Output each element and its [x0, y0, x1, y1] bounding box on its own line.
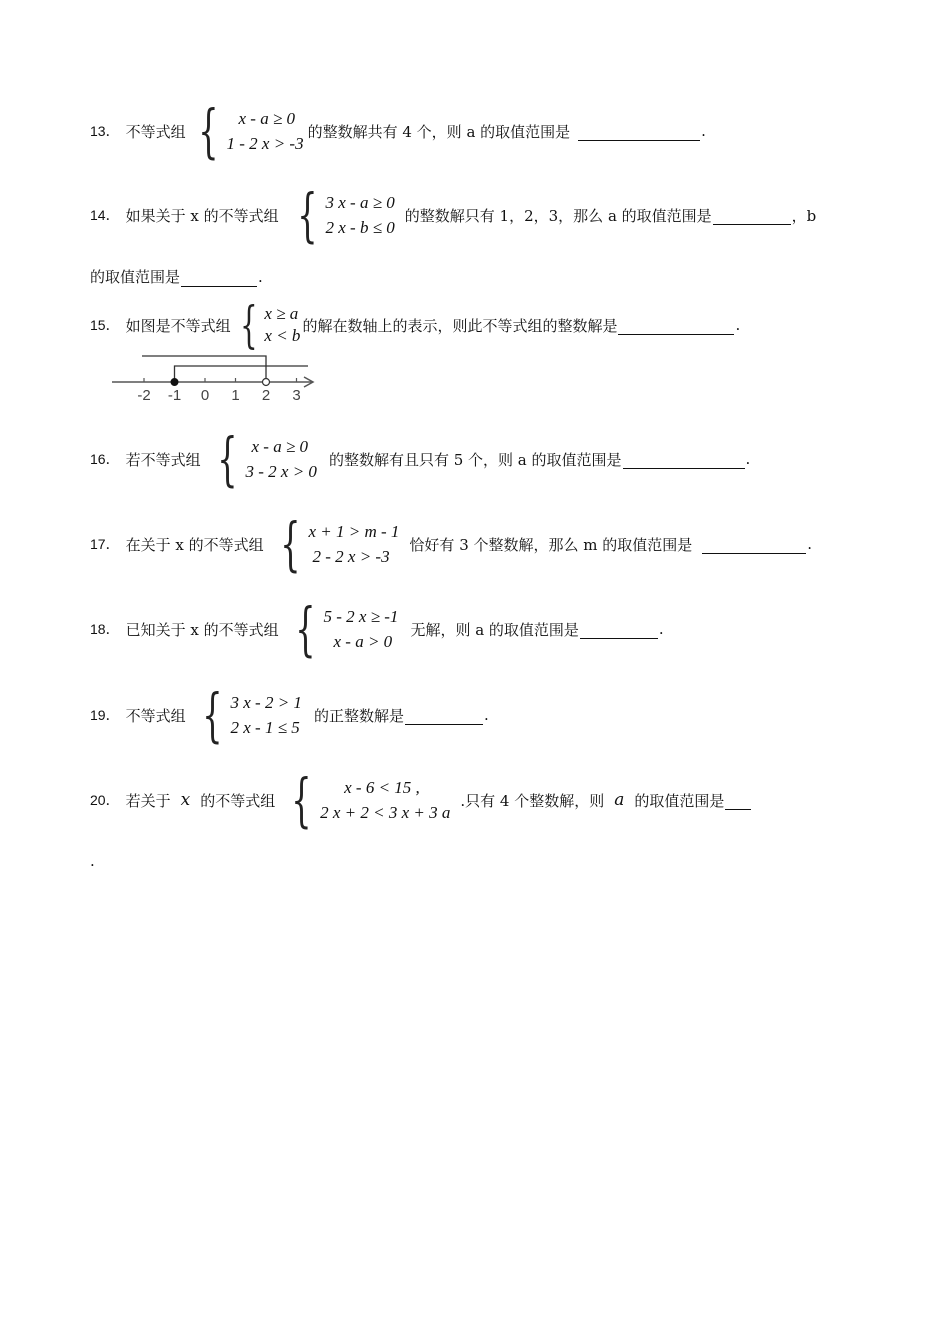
problem-text-after: 的整数解有且只有 5 个，则 a 的取值范围是	[328, 450, 622, 469]
inequality-row-1: x - 6 < 15 ,	[344, 778, 420, 797]
inequality-row-1: x ≥ a	[264, 304, 299, 323]
inequality-row-2: 2 x + 2 < 3 x + 3 a	[320, 803, 451, 822]
sentence-end: .	[658, 620, 664, 638]
problem-text-before: 不等式组	[125, 122, 186, 141]
problem-text-after: 的正整数解是	[313, 706, 404, 725]
left-brace-icon: {	[279, 510, 301, 578]
problem-text-after: 的整数解共有 4 个，则 a 的取值范围是	[307, 122, 571, 141]
answer-blank[interactable]	[702, 535, 806, 554]
problem-17	[90, 510, 813, 578]
problem-text-before: 如果关于 x 的不等式组	[125, 206, 279, 225]
inequality-system	[272, 510, 400, 578]
inequality-row-1: x - a ≥ 0	[238, 109, 296, 128]
sentence-end: .	[90, 852, 95, 870]
problem-text-before: 在关于 x 的不等式组	[125, 535, 264, 554]
inequality-system	[194, 681, 302, 749]
problem-14-continuation	[90, 266, 263, 287]
inequality-row-2: 1 - 2 x > -3	[226, 134, 304, 153]
problem-text-before: 不等式组	[125, 706, 186, 725]
problem-text-before: 如图是不等式组	[125, 316, 231, 335]
inequality-row-1: 5 - 2 x ≥ -1	[323, 607, 399, 626]
left-brace-icon: {	[294, 595, 316, 663]
range-x-ge-a	[175, 366, 309, 382]
problem-text-after-2: 的取值范围是	[634, 791, 725, 810]
problem-number: 14．	[90, 207, 120, 223]
inequality-row-1: 3 x - 2 > 1	[230, 693, 302, 712]
problem-text-before: 若不等式组	[125, 450, 201, 469]
left-brace-icon: {	[296, 181, 318, 249]
problem-text-after: 恰好有 3 个整数解，那么 m 的取值范围是	[409, 535, 693, 554]
closed-point-icon	[171, 379, 178, 386]
range-x-lt-b	[142, 356, 266, 382]
solution-ranges	[142, 356, 308, 386]
answer-blank[interactable]	[405, 706, 483, 725]
problem-20	[90, 766, 752, 834]
inequality-row-1: x - a ≥ 0	[251, 437, 309, 456]
answer-blank-b[interactable]	[181, 268, 257, 287]
problem-13	[90, 97, 706, 165]
answer-blank[interactable]	[580, 620, 658, 639]
problem-text-before: 若关于	[125, 791, 171, 810]
tick-label: 2	[261, 387, 271, 404]
problem-text-before: 已知关于 x 的不等式组	[125, 620, 279, 639]
problem-19	[90, 681, 489, 749]
inequality-system	[289, 181, 395, 249]
left-brace-icon: {	[197, 97, 219, 165]
inequality-system	[233, 296, 301, 354]
answer-blank[interactable]	[618, 316, 734, 335]
problem-number: 16．	[90, 451, 120, 467]
sentence-end: .	[807, 535, 813, 553]
problem-text-line2: 的取值范围是	[90, 268, 181, 286]
tick-label: 3	[292, 387, 301, 404]
problem-20-continuation	[90, 852, 95, 870]
problem-number: 19．	[90, 707, 120, 723]
sentence-end: .	[483, 706, 489, 724]
problem-text-after: 的整数解只有 1，2，3，那么 a 的取值范围是	[404, 206, 712, 225]
number-line-figure	[108, 352, 323, 408]
problem-number: 15．	[90, 317, 120, 333]
problem-14	[90, 181, 817, 249]
problem-number: 17．	[90, 536, 120, 552]
inequality-system	[209, 425, 317, 493]
problem-16	[90, 425, 751, 493]
inequality-row-1: x + 1 > m - 1	[308, 522, 400, 541]
left-brace-icon: {	[291, 766, 312, 834]
inequality-row-2: 3 - 2 x > 0	[245, 462, 317, 481]
problem-text-after: .只有 4 个整数解，则	[460, 791, 605, 810]
tick-label: -2	[137, 387, 151, 404]
problem-text-after: 无解，则 a 的取值范围是	[410, 620, 579, 639]
problem-15	[90, 296, 741, 354]
answer-blank-a[interactable]	[713, 206, 791, 225]
inequality-row-2: x - a > 0	[333, 632, 393, 651]
problem-number: 18．	[90, 621, 120, 637]
sentence-end: .	[735, 316, 741, 334]
left-brace-icon: {	[201, 681, 223, 749]
problem-number: 20．	[90, 792, 120, 808]
inequality-row-2: x < b	[264, 326, 301, 345]
inequality-row-2: 2 x - 1 ≤ 5	[230, 718, 300, 737]
sentence-end: .	[745, 450, 751, 468]
inequality-system	[283, 766, 451, 834]
problem-text-mid: ，b	[791, 206, 817, 225]
left-brace-icon: {	[216, 425, 238, 493]
inequality-system	[190, 97, 304, 165]
problem-number: 13．	[90, 123, 120, 139]
inequality-row-2: 2 x - b ≤ 0	[325, 218, 395, 237]
open-point-icon	[263, 379, 270, 386]
left-brace-icon: {	[239, 296, 258, 354]
answer-blank[interactable]	[725, 791, 751, 810]
problem-18	[90, 595, 664, 663]
sentence-end: .	[701, 122, 706, 140]
answer-blank[interactable]	[578, 122, 700, 141]
answer-blank[interactable]	[623, 450, 745, 469]
tick-label: -1	[167, 387, 182, 404]
tick-label: 0	[200, 387, 210, 404]
variable-a: a	[614, 790, 625, 810]
tick-label: 1	[231, 387, 240, 404]
sentence-end: .	[258, 268, 263, 286]
variable-x: x	[180, 790, 191, 810]
problem-text-mid: 的不等式组	[200, 791, 276, 810]
inequality-system	[287, 595, 399, 663]
inequality-row-1: 3 x - a ≥ 0	[325, 193, 395, 212]
problem-text-after: 的解在数轴上的表示，则此不等式组的整数解是	[302, 316, 618, 335]
inequality-row-2: 2 - 2 x > -3	[312, 547, 390, 566]
